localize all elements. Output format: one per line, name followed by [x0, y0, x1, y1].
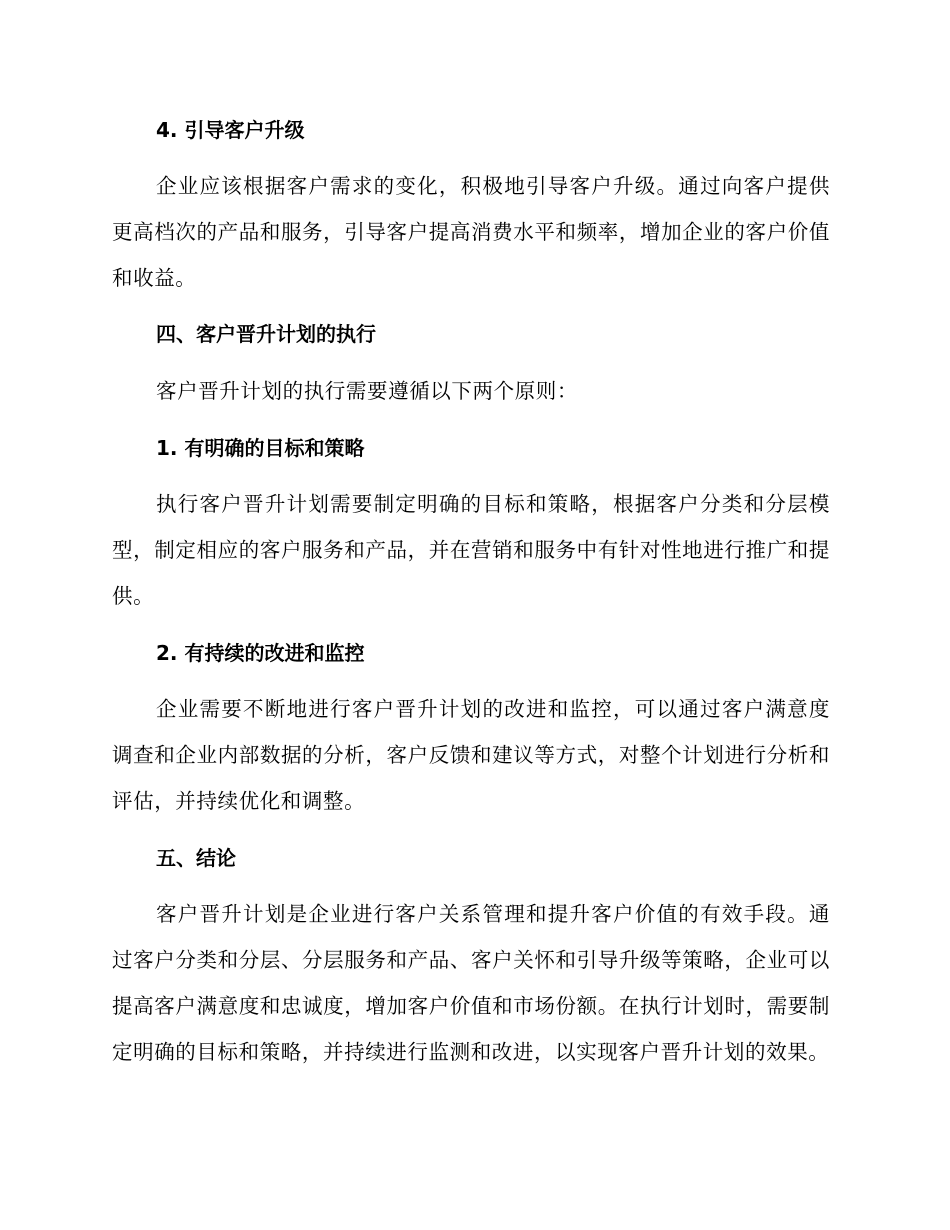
section-heading-clear-goals: 1. 有明确的目标和策略	[156, 436, 365, 460]
section-heading-continuous-improvement: 2. 有持续的改进和监控	[156, 641, 365, 665]
section-heading-conclusion: 五、结论	[156, 846, 236, 870]
paragraph-execution-intro: 客户晋升计划的执行需要遵循以下两个原则：	[156, 379, 578, 403]
paragraph-clear-goals: 执行客户晋升计划需要制定明确的目标和策略，根据客户分类和分层模型，制定相应的客户服务和产品，并在营销和服务中有针对性地进行推广和提供。	[112, 492, 830, 608]
section-heading-execution: 四、客户晋升计划的执行	[156, 322, 376, 346]
paragraph-conclusion: 客户晋升计划是企业进行客户关系管理和提升客户价值的有效手段。通过客户分类和分层、分层服务和产品、客户关怀和引导升级等策略，企业可以提高客户满意度和忠诚度，增加客户价值和市场份额。在执行计划时，需要制定明确的目标和策略，并持续进行监测和改进，以实现客户晋升计划的效果。	[112, 902, 830, 1064]
paragraph-guide-upgrade: 企业应该根据客户需求的变化，积极地引导客户升级。通过向客户提供更高档次的产品和服务，引导客户提高消费水平和频率，增加企业的客户价值和收益。	[112, 174, 830, 290]
section-heading-guide-upgrade: 4. 引导客户升级	[156, 118, 305, 142]
paragraph-continuous-improvement: 企业需要不断地进行客户晋升计划的改进和监控，可以通过客户满意度调查和企业内部数据的分析，客户反馈和建议等方式，对整个计划进行分析和评估，并持续优化和调整。	[112, 697, 830, 813]
